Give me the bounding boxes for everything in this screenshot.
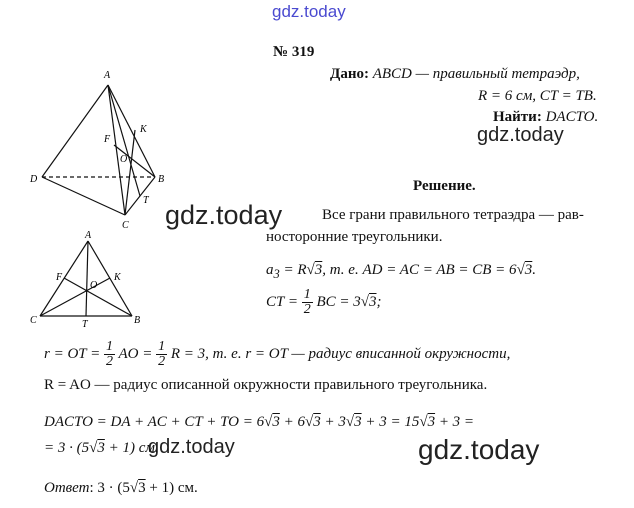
vertex-b-label: B [158, 174, 165, 185]
eq-part: : 3 · (5 [89, 480, 130, 496]
solution-heading: Решение. [413, 178, 476, 194]
eq-part: = 3 · (5 [44, 440, 90, 456]
vertex-b-label: B [134, 315, 141, 326]
eq-part: DACTO = DA + AC + CT + TO = 6 [44, 414, 265, 430]
frac-den: 2 [106, 354, 113, 369]
sqrt-value: 3 [313, 414, 321, 430]
answer-label: Ответ [44, 480, 90, 496]
eq-part: + 1) см. [104, 440, 159, 456]
sqrt-value: 3 [272, 414, 280, 430]
vertex-c-label: C [30, 315, 37, 326]
watermark: gdz.today [418, 434, 540, 465]
answer-line: Ответ: 3 · (5√3 + 1) см. [44, 480, 198, 496]
sqrt-value: 3 [97, 440, 105, 456]
eq-part: ; [376, 293, 382, 310]
eq-part: + 6 [279, 414, 305, 430]
sqrt-value: 3 [314, 262, 323, 278]
watermark: gdz.today [148, 436, 235, 458]
vertex-a-label: A [85, 230, 92, 241]
sqrt-value: 3 [138, 480, 146, 496]
a-subscript: 3 [273, 267, 280, 281]
fraction [104, 340, 115, 369]
vertex-c-label: C [122, 220, 129, 230]
point-k-label: K [140, 124, 147, 135]
point-f-label: F [56, 272, 63, 283]
point-o-label: O [120, 154, 128, 165]
watermark: gdz.today [165, 200, 283, 230]
watermark: gdz.today [477, 124, 564, 146]
eq-part: AO = [115, 345, 157, 362]
watermark-top: gdz.today [272, 2, 346, 21]
given-line-2: R = 6 см, CT = TB. [478, 88, 597, 104]
eq-part: , т. е. AD = AC = AB = CB = 6 [322, 262, 517, 278]
eq-part: BC = 3 [312, 293, 361, 310]
fraction [156, 340, 167, 369]
sqrt-value: 3 [368, 293, 377, 310]
vertex-a-label: A [104, 70, 111, 81]
point-o-label: O [90, 280, 98, 291]
dacto-line-2: = 3 · (5√3 + 1) см. [44, 440, 159, 456]
given-label: Дано: [330, 66, 369, 82]
frac-num: 1 [303, 287, 311, 302]
point-t-label: T [143, 195, 149, 206]
sqrt-value: 3 [427, 414, 436, 430]
point-k-label: K [114, 272, 121, 283]
find-label: Найти: [493, 109, 542, 125]
dacto-line-1: DACTO = DA + AC + CT + TO = 6√3 + 6√3 + 3√3 + 3 = 15√3 + 3 = [44, 414, 475, 430]
sqrt-value: 3 [354, 414, 362, 430]
side-length-line: $a_3 = R√3$, т. е. AD = AC = AB = CB = 6√3. [266, 262, 537, 281]
eq-part: + 3 [320, 414, 346, 430]
triangle-figure [22, 228, 152, 328]
eq-part: + 3 = [435, 414, 475, 430]
a-symbol: a [266, 262, 274, 278]
eq-part: CT = [266, 293, 302, 310]
eq-part: r = OT = [44, 345, 104, 362]
frac-den: 2 [303, 302, 311, 317]
find-value: DACTO. [545, 109, 599, 125]
fraction [302, 288, 313, 317]
sqrt-value: 3 [524, 262, 533, 278]
problem-number: № 319 [273, 44, 315, 60]
find-line [493, 109, 598, 126]
given-line-1 [330, 66, 580, 83]
inradius-line [44, 340, 510, 369]
point-f-label: F [104, 134, 111, 145]
eq-part: . [532, 262, 537, 278]
ct-line: CT = $\frac{1}{2}$ BC = 3√3; [266, 287, 382, 317]
eq-part: + 3 = 15 [361, 414, 420, 430]
frac-num: 1 [106, 339, 113, 354]
point-t-label: T [82, 319, 88, 328]
frac-den: 2 [158, 354, 166, 369]
eq-part: = R [279, 262, 307, 278]
eq-part: R = 3, т. е. r = OT — радиус вписанной окружности, [167, 345, 511, 362]
vertex-d-label: D [30, 174, 38, 185]
eq-part: + 1) см. [145, 480, 198, 496]
circumradius-line: R = AO — радиус описанной окружности правильного треугольника. [44, 377, 488, 393]
solution-text-1: Все грани правильного тетраэдра — рав- [322, 207, 584, 223]
solution-text-2: носторонние треугольники. [266, 229, 443, 245]
tetrahedron-figure [22, 60, 177, 230]
given-text-1: ABCD — правильный тетраэдр, [372, 66, 580, 82]
frac-num: 1 [158, 339, 166, 354]
